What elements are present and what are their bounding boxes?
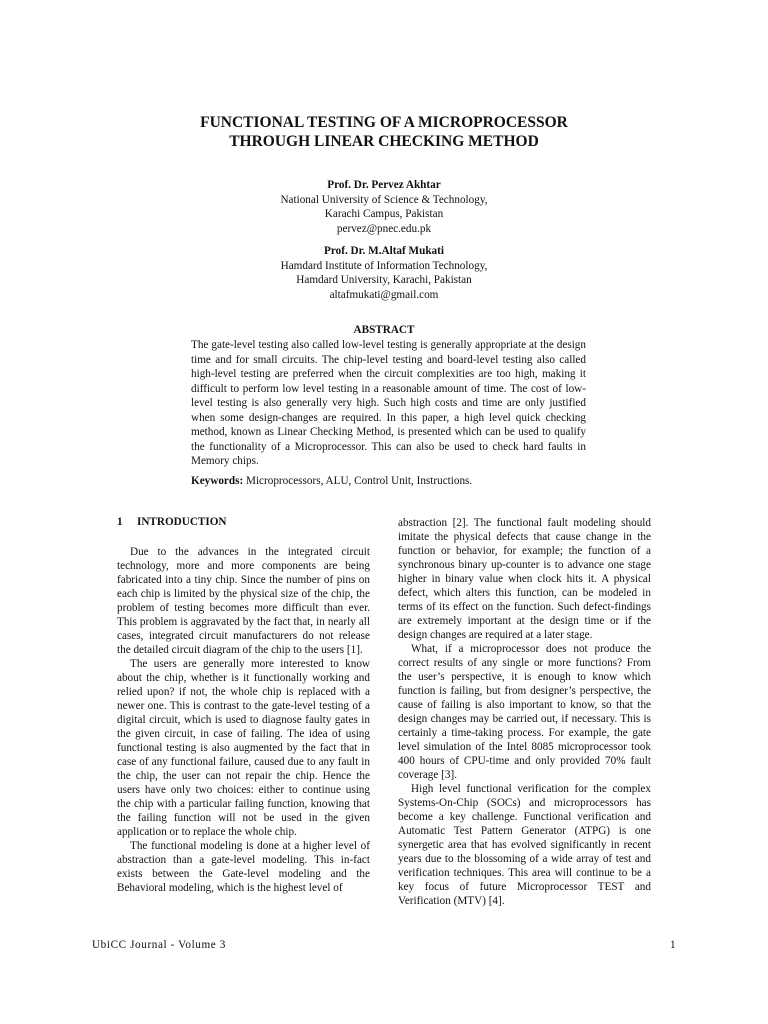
paragraph: abstraction [2]. The functional fault modeling should imitate the physical defects that cause change in the function or behavior, for example; the function of a synchronous binary up-counter is to advance one stage higher in binary value when clock hits it. A physical defect, which alters this function, can be modeled in terms of its effect on the function. Such defect-findings are extremely important at the design time or if the design changes are required at a later stage.	[398, 517, 651, 641]
paper-title	[0, 113, 768, 151]
paragraph: What, if a microprocessor does not produce the correct results of any single or more functions? From the user’s perspective, it is enough to know which function is failing, but from designer’s perspective, the cause of failing is also important to know, so that the design changes may be carried out, if necessary. This is certainly a time-taking process. For example, the gate level simulation of the Intel 8085 microprocessor took 400 hours of CPU-time and only provided 70% fault coverage [3].	[398, 643, 651, 781]
author-block-1	[0, 178, 768, 236]
abstract-text: The gate-level testing also called low-level testing is generally appropriate at the design time and for small circuits. The chip-level testing and board-level testing also called high-level testing are preferred when the circuit complexities are too high, making it difficult to perform low level testing in a reasonable amount of time. The cost of low-level testing is also generally very high. Such high costs and time are only justified when some design-changes are required. In this paper, a high level quick checking method, known as Linear Checking Method, is presented which can be used to qualify the functionality of a Microprocessor. This can also be used to check hard faults in Memory chips.	[191, 339, 586, 467]
section-number: 1	[117, 516, 123, 528]
author-affiliation: Karachi Campus, Pakistan	[324, 208, 444, 220]
footer-journal: UbiCC Journal - Volume 3	[92, 939, 226, 951]
right-column	[398, 516, 651, 908]
paragraph: The functional modeling is done at a higher level of abstraction than a gate-level modeling. This in-fact exists between the Gate-level modeling and the Behavioral modeling, which is the highest level of	[117, 840, 370, 894]
paragraph: High level functional verification for the complex Systems-On-Chip (SOCs) and microprocessors has become a key challenge. Functional verification and Automatic Test Pattern Generator (ATPG) is one synergetic area that has evolved significantly in recent years due to the blossoming of a wide array of test and verification techniques. This area will continue to be a key focus of future Microprocessor TEST and Verification (MTV) [4].	[398, 783, 651, 907]
author-affiliation: Hamdard Institute of Information Technology,	[280, 259, 488, 272]
keywords	[191, 474, 586, 489]
author-email: pervez@pnec.edu.pk	[336, 222, 432, 235]
keywords-text: Microprocessors, ALU, Control Unit, Instructions.	[243, 475, 473, 487]
author-email: altafmukati@gmail.com	[329, 288, 439, 301]
page-number: 1	[670, 939, 676, 951]
abstract-heading: ABSTRACT	[353, 324, 415, 336]
paragraph: The users are generally more interested to know about the chip, whether is it functionally working and relied upon? if not, the whole chip is replaced with a newer one. This is contrast to the gate-level testing of a digital circuit, which is used to diagnose faulty gates in the given circuit, in case of failing. The idea of using functional testing is also augmented by the fact that in case of any functional failure, caused due to any fault in the chip, the user can not repair the chip. Hence the users have only two choices: either to continue using the chip with a particular failing function, knowing that the failing function will not be used in the given application or to replace the whole chip.	[117, 658, 370, 838]
title-line-1: FUNCTIONAL TESTING OF A MICROPROCESSOR	[200, 114, 568, 131]
title-line-2: THROUGH LINEAR CHECKING METHOD	[229, 133, 539, 150]
author-affiliation: National University of Science & Technology,	[280, 193, 488, 206]
left-column	[117, 545, 370, 895]
author-name: Prof. Dr. Pervez Akhtar	[327, 179, 441, 191]
author-affiliation: Hamdard University, Karachi, Pakistan	[296, 274, 472, 286]
author-name: Prof. Dr. M.Altaf Mukati	[324, 245, 444, 257]
keywords-label: Keywords:	[191, 475, 244, 487]
section-heading	[117, 516, 227, 528]
paragraph: Due to the advances in the integrated circuit technology, more and more components are being fabricated into a tiny chip. Since the number of pins on each chip is limited by the physical size of the chip, the problem of testing becomes more difficult than ever. This problem is aggravated by the fact that, in nearly all cases, integrated circuit manufacturers do not release the detailed circuit diagram of the chip to the users [1].	[117, 546, 370, 656]
section-title: INTRODUCTION	[137, 516, 227, 528]
author-block-2	[0, 244, 768, 302]
